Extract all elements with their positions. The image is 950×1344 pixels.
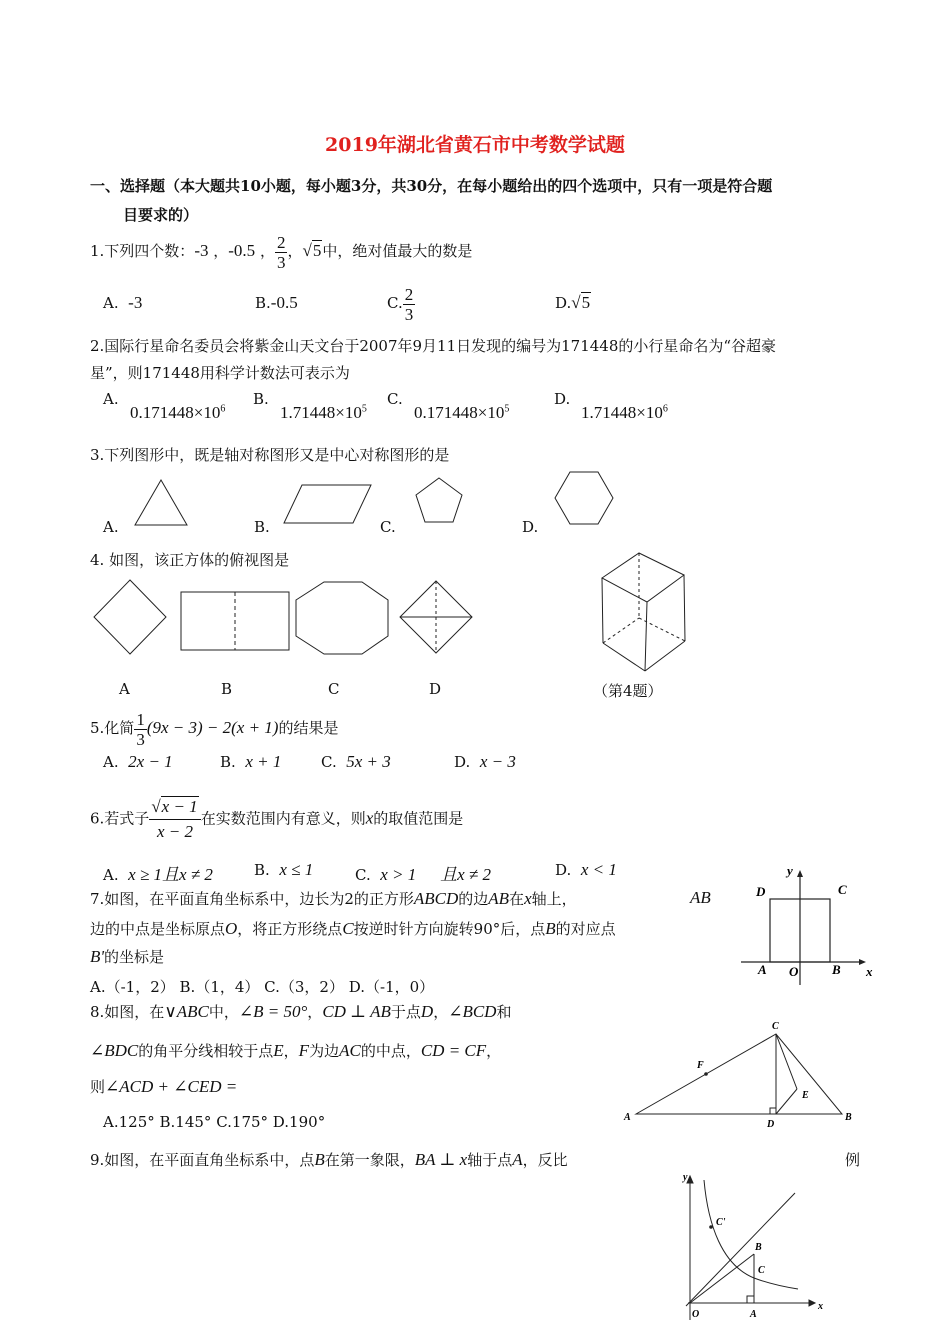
q7-label-o: O	[789, 964, 799, 979]
question-2-cont: 星”，则171448用科学计数法可表示为	[90, 364, 350, 382]
q7-label-b: B	[832, 962, 841, 977]
q5-option-c: C. 5x + 3	[321, 752, 391, 771]
q8-label-d: D	[767, 1119, 775, 1130]
q4-option-d: D	[429, 680, 442, 698]
q1-fraction: $\frac{2}{3}$	[276, 232, 286, 272]
q4-option-a: A	[119, 680, 130, 698]
q9-label-c: C	[758, 1265, 765, 1276]
question-5: 5.化简 $\frac{1}{3}$ (9x − 3) − 2(x + 1)的结果是	[90, 709, 339, 749]
q6-fraction: $\frac{√x - 1}{x - 2}$	[149, 795, 200, 844]
question-2: 2.国际行星命名委员会将紫金山天文台于2007年9月11日发现的编号为171448的小行星命名为“谷超豪	[90, 337, 777, 355]
question-8-cont2: 则∠ACD + ∠CED =	[90, 1077, 238, 1096]
question-3: 3.下列图形中，既是轴对称图形又是中心对称图形的是	[90, 446, 450, 464]
section-header: 一、选择题（本大题共10小题，每小题3分，共30分，在每小题给出的四个选项中，只有一项是符合题	[90, 177, 773, 195]
q8-label-e: E	[802, 1090, 809, 1101]
q7-label-d: D	[756, 884, 766, 899]
q4-caption: （第4题）	[593, 682, 663, 700]
page-title: 2019年湖北省黄石市中考数学试题	[325, 134, 625, 156]
question-7-cont2: B'的坐标是	[90, 947, 165, 966]
question-9: 9.如图，在平面直角坐标系中，点B在第一象限，BA ⊥ x轴于点A，反比	[90, 1150, 568, 1169]
q7-label-y: y	[787, 863, 793, 878]
q1-option-a: A. -3	[103, 293, 143, 312]
q2-option-d: $1.71448\times 10^6$	[581, 403, 668, 422]
q3-option-c: C.	[380, 518, 396, 536]
q2-option-c: $0.171448\times 10^5$	[414, 403, 510, 422]
section-header-cont: 目要求的）	[123, 206, 199, 224]
question-1: 1.下列四个数：-3 ，-0.5 ， $\frac{2}{3}$ ，√5中，绝对值最大的数是	[90, 232, 473, 272]
q5-expression: (9x − 3) − 2(x + 1)	[146, 718, 279, 737]
q6-option-c: C. x > 1 且x ≠ 2	[355, 865, 492, 884]
q9-label-x: x	[818, 1301, 823, 1312]
q3-option-a: A.	[103, 518, 119, 536]
q3-option-b: B.	[254, 518, 270, 536]
q9-label-b: B	[755, 1242, 762, 1253]
question-7: 7.如图，在平面直角坐标系中，边长为2的正方形ABCD的边AB在x轴上，	[90, 889, 577, 908]
q1-n2: -0.5	[228, 241, 256, 260]
q9-label-o: O	[692, 1309, 700, 1320]
q2-option-b-label: B.	[253, 390, 269, 408]
q7-label-x: x	[866, 964, 873, 979]
question-4: 4. 如图，该正方体的俯视图是	[90, 551, 290, 569]
q9-label-cp: C'	[716, 1217, 726, 1228]
q8-label-f: F	[697, 1060, 704, 1071]
q4-option-c: C	[328, 680, 340, 698]
q1-option-d: D.√5	[555, 293, 591, 312]
q4-option-b: B	[221, 680, 233, 698]
question-8: 8.如图，在∨ABC中，∠B = 50°，CD ⊥ AB于点D，∠BCD和	[90, 1002, 512, 1021]
q5-option-a: A. 2x − 1	[103, 752, 173, 771]
q7-label-a: A	[758, 962, 767, 977]
question-6: 6.若式子 $\frac{√x - 1}{x - 2}$ 在实数范围内有意义，则x的取值范围是	[90, 795, 463, 851]
q7-label-c: C	[838, 882, 847, 897]
q6-option-a: A. x ≥ 1且x ≠ 2	[103, 865, 213, 884]
q2-option-a: $0.171448\times 10^6$	[130, 403, 226, 422]
q2-option-c-label: C.	[387, 390, 403, 408]
q5-option-d: D. x − 3	[454, 752, 516, 771]
question-8-cont: ∠BDC的角平分线相较于点E，F为边AC的中点，CD = CF，	[90, 1041, 502, 1060]
q3-option-d: D.	[522, 518, 539, 536]
q1-option-b: B.-0.5	[255, 293, 298, 312]
q6-option-d: D. x < 1	[555, 860, 617, 879]
q8-label-b: B	[845, 1112, 852, 1123]
q1-prefix: 1.下列四个数：	[90, 242, 195, 260]
q1-option-c: C. $\frac{2}{3}$	[387, 284, 414, 324]
q1-n1: -3	[194, 241, 209, 260]
question-7-cont: 边的中点是坐标原点O，将正方形绕点C按逆时针方向旋转90°后，点B的对应点	[90, 919, 616, 938]
q1-sqrt: √5	[302, 241, 322, 260]
q8-label-c: C	[772, 1021, 779, 1032]
q8-label-a: A	[624, 1112, 631, 1123]
q8-options: A.125° B.145° C.175° D.190°	[103, 1113, 326, 1131]
q9-label-a: A	[750, 1309, 757, 1320]
q1-suffix: 中，绝对值最大的数是	[322, 242, 473, 260]
q7-options: A.（-1，2） B.（1，4） C.（3，2） D.（-1，0）	[90, 978, 435, 996]
q5-option-b: B. x + 1	[220, 752, 282, 771]
q7-ab-trailing: AB	[690, 888, 711, 907]
q2-option-a-label: A.	[103, 390, 119, 408]
q2-option-d-label: D.	[554, 390, 571, 408]
q6-option-b: B. x ≤ 1	[254, 860, 314, 879]
q9-label-y: y	[683, 1172, 688, 1183]
question-9-tail: 例	[845, 1151, 861, 1169]
q2-option-b: $1.71448\times 10^5$	[280, 403, 367, 422]
